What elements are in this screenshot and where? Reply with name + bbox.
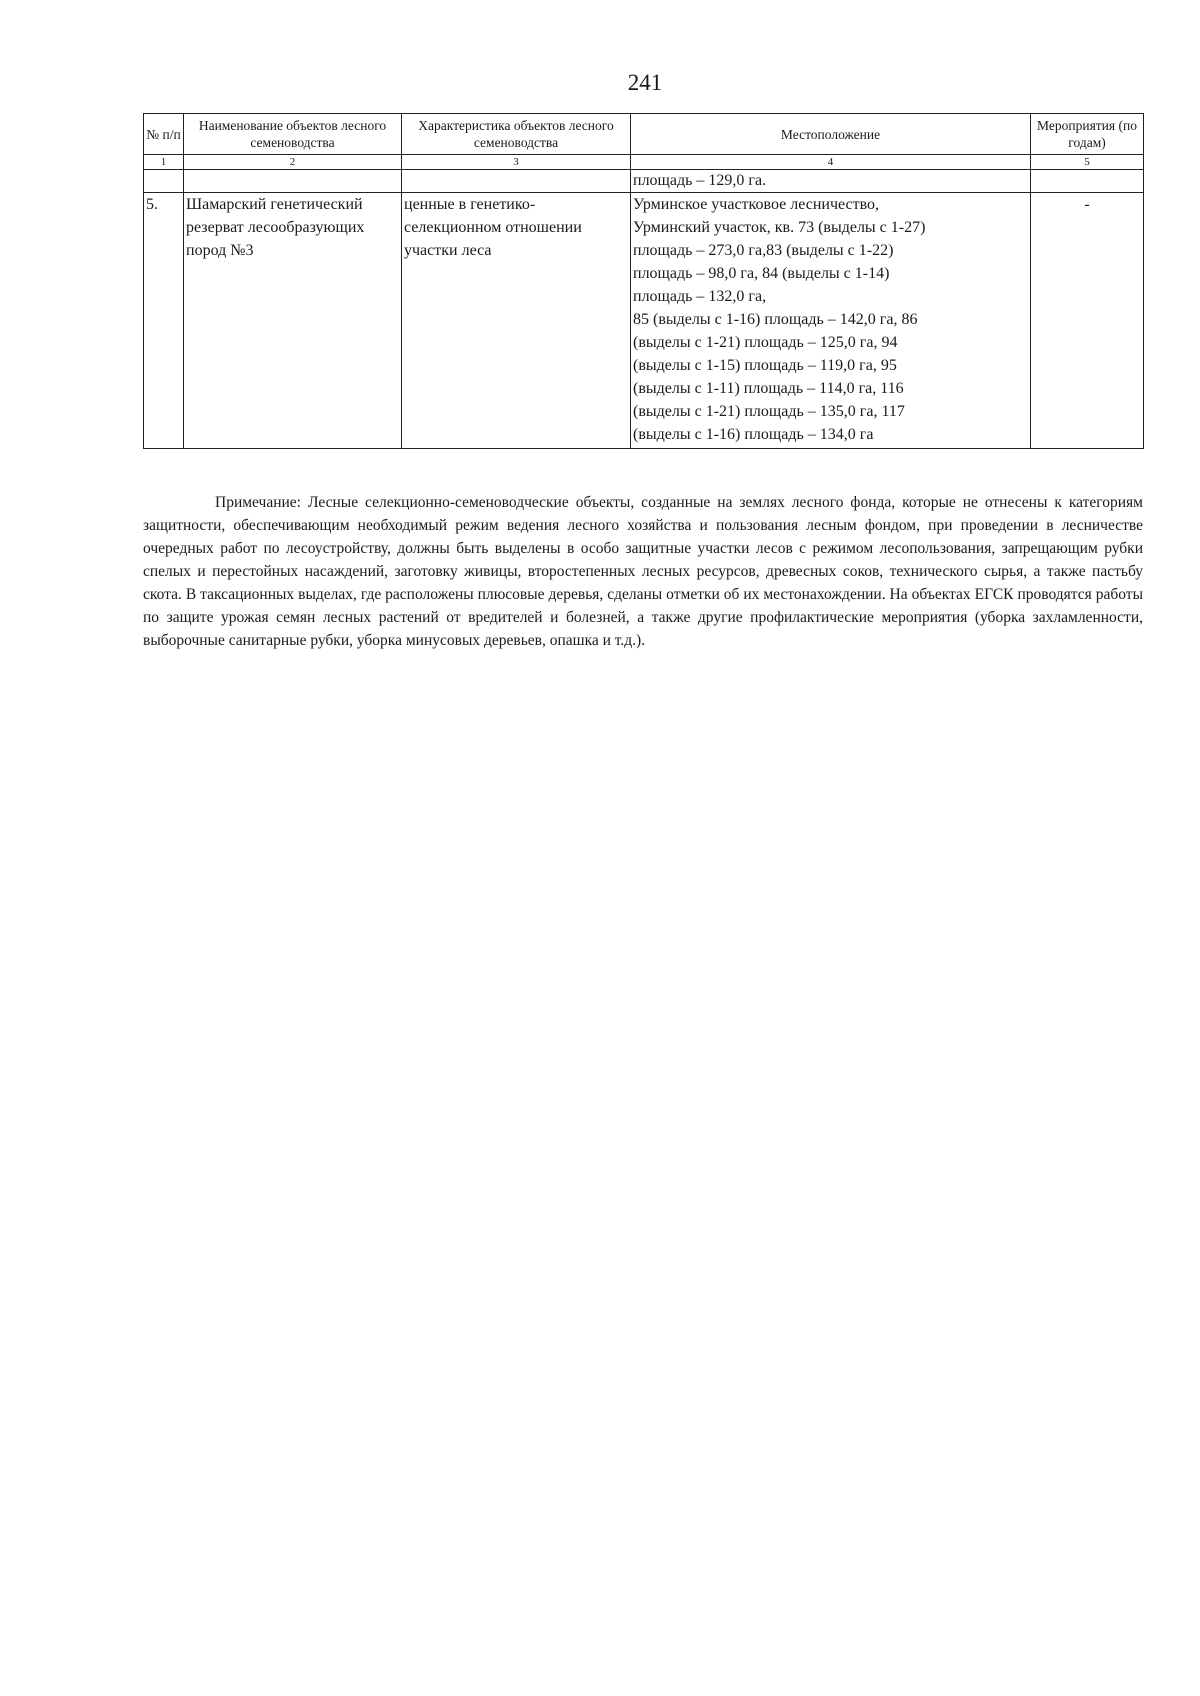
column-numbers-row	[144, 155, 1144, 170]
location-line: Урминское участковое лесничество,	[633, 196, 880, 213]
location-line: (выделы с 1-21) площадь – 135,0 га, 117	[633, 403, 905, 420]
table-cell	[402, 170, 631, 193]
continuation-row	[144, 170, 1144, 193]
location-line: площадь – 273,0 га,83 (выделы с 1-22)	[633, 242, 894, 259]
column-number: 1	[144, 155, 184, 170]
location-line: (выделы с 1-21) площадь – 125,0 га, 94	[633, 334, 898, 351]
header-measures: Мероприятия (по годам)	[1031, 114, 1144, 155]
header-object-characteristic: Характеристика объектов лесного семеноводства	[402, 114, 631, 155]
location-line: (выделы с 1-16) площадь – 134,0 га	[633, 426, 874, 443]
continuation-location: площадь – 129,0 га.	[631, 170, 1031, 193]
header-location: Местоположение	[631, 114, 1031, 155]
table-cell	[144, 170, 184, 193]
table-cell	[184, 170, 402, 193]
column-number: 4	[631, 155, 1031, 170]
column-number: 2	[184, 155, 402, 170]
note-paragraph: Примечание: Лесные селекционно-семеноводческие объекты, созданные на землях лесного фонда, которые не отнесены к категориям защитности, обеспечивающим необходимый режим ведения лесного хозяйства и пользования лесным фондом, при проведении в лесничестве очередных работ по лесоустройству, должны быть выделены в особо защитные участки лесов с режимом лесопользования, запрещающим рубки спелых и перестойных насаждений, заготовку живицы, второстепенных лесных ресурсов, древесных соков, технического сырья, а также пастьбу скота. В таксационных выделах, где расположены плюсовые деревья, сделаны отметки об их местонахождении. На объектах ЕГСК проводятся работы по защите урожая семян лесных растений от вредителей и болезней, а также другие профилактические мероприятия (уборка захламленности, выборочные санитарные рубки, уборка минусовых деревьев, опашка и т.д.).	[143, 494, 1143, 649]
location-line: (выделы с 1-15) площадь – 119,0 га, 95	[633, 357, 897, 374]
table-row	[144, 193, 1144, 449]
location-line: 85 (выделы с 1-16) площадь – 142,0 га, 86	[633, 311, 918, 328]
header-object-name: Наименование объектов лесного семеноводства	[184, 114, 402, 155]
forest-seed-objects-table	[143, 113, 1144, 449]
object-name: Шамарский генетический резерват лесообразующих пород №3	[184, 193, 402, 449]
location-line: площадь – 98,0 га, 84 (выделы с 1-14)	[633, 265, 890, 282]
page-number: 241	[627, 70, 663, 95]
table-cell	[1031, 170, 1144, 193]
column-number: 3	[402, 155, 631, 170]
location-line: площадь – 132,0 га,	[633, 288, 767, 305]
table-header-row	[144, 114, 1144, 155]
object-measures: -	[1031, 193, 1144, 449]
row-number: 5.	[144, 193, 184, 449]
object-characteristic: ценные в генетико-селекционном отношении участки леса	[402, 193, 631, 449]
location-line: (выделы с 1-11) площадь – 114,0 га, 116	[633, 380, 904, 397]
header-number: № п/п	[144, 114, 184, 155]
object-location	[631, 193, 1031, 449]
column-number: 5	[1031, 155, 1144, 170]
location-line: Урминский участок, кв. 73 (выделы с 1-27)	[633, 219, 926, 236]
